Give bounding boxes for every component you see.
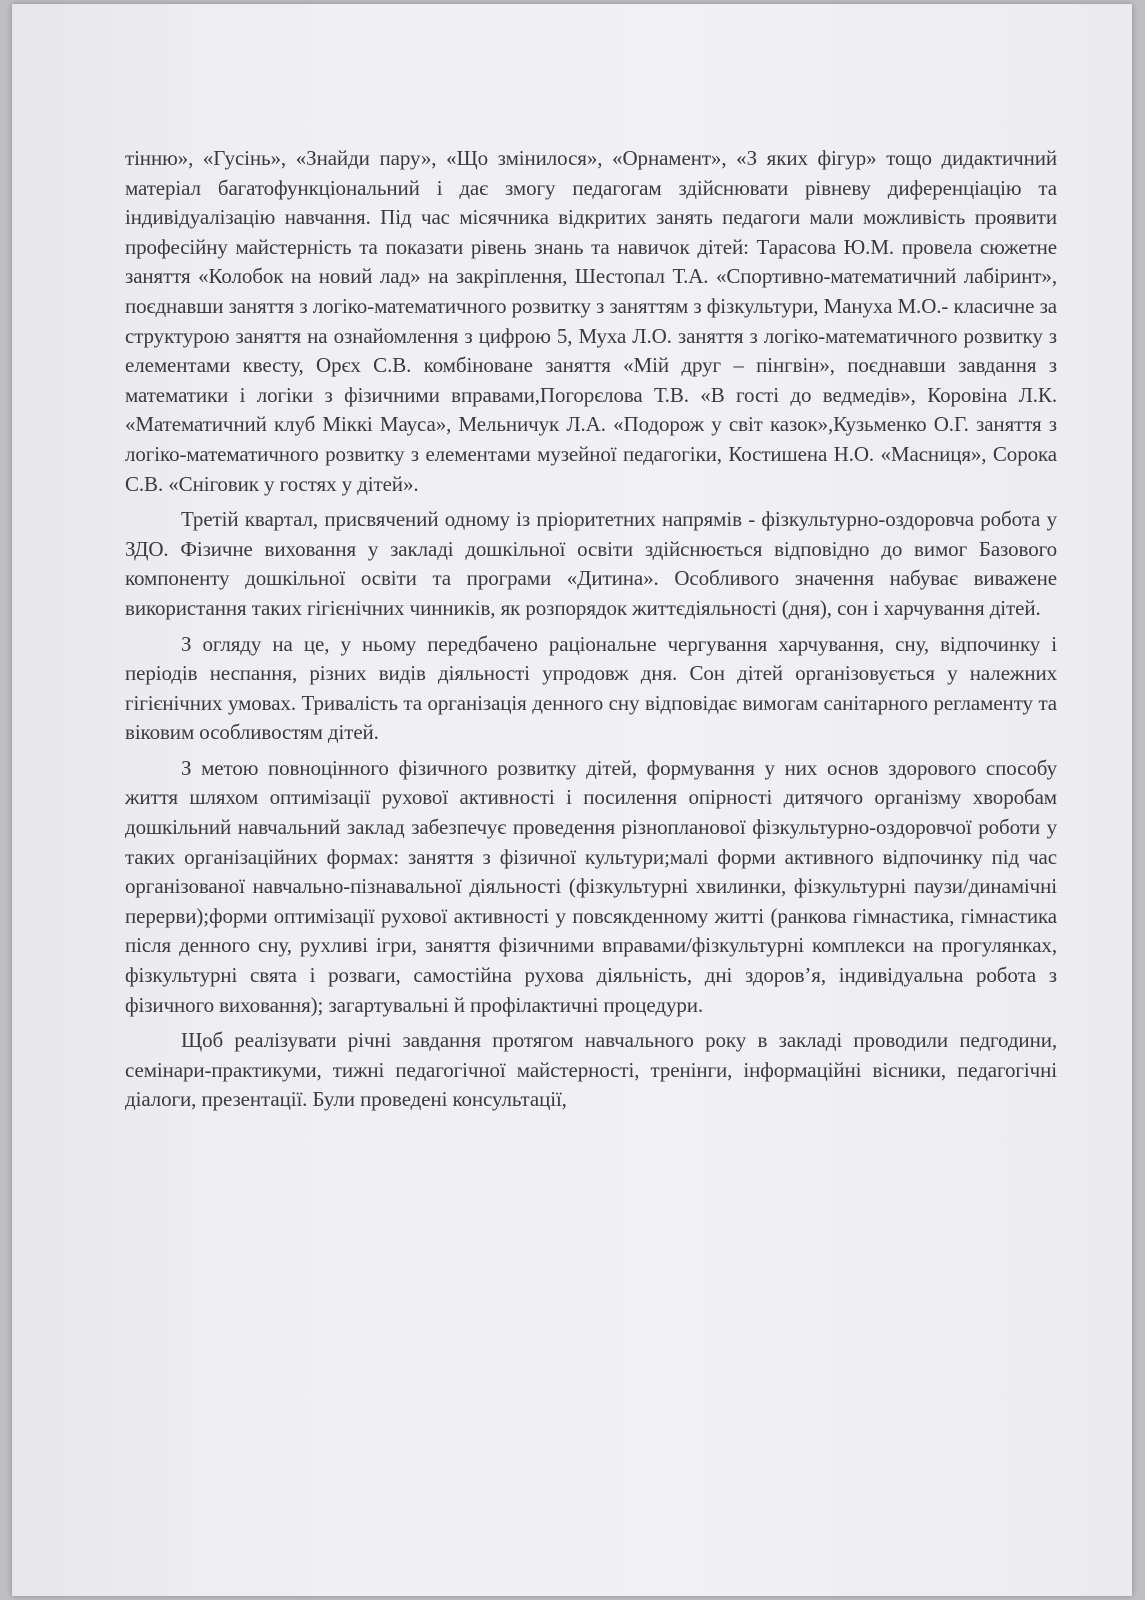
paragraph-physical-development: З метою повноцінного фізичного розвитку дітей, формування у них основ здорового способу життя шляхом оптимізації рухової активності і посилення опірності дитячого організму хворобам дошкільний навчальний заклад забезпечує проведення різнопланової фізкультурно-оздоровчої роботи у таких організаційних формах: заняття з фізичної культури;малі форми активного відпочинку під час організованої навчально-пізнавальної діяльності (фізкультурні хвилинки, фізкультурні паузи/динамічні перерви);форми оптимізації рухової активності у повсякденному житті (ранкова гімнастика, гімнастика після денного сну, рухливі ігри, заняття фізичними вправами/фізкультурні комплекси на прогулянках, фізкультурні свята і розваги, самостійна рухова діяльність, дні здоров’я, індивідуальна робота з фізичного виховання); загартувальні й профілактичні процедури. — [125, 755, 1057, 1017]
paragraph-annual-tasks: Щоб реалізувати річні завдання протягом навчального року в закладі проводили педгодини, семінари-практикуми, тижні педагогічної майстерності, тренінги, інформаційні вісники, педагогічні діалоги, презентації. Були проведені консультації, — [125, 1028, 1057, 1112]
paragraph-didactic-materials: тінню», «Гусінь», «Знайди пару», «Що змінилося», «Орнамент», «З яких фігур» тощо дидактичний матеріал багатофункціональний і дає змогу педагогам здійснювати рівневу диференціацію та індивідуалізацію навчання. Під час місячника відкритих занять педагоги мали можливість проявити професійну майстерність та показати рівень знань та навичок дітей: Тарасова Ю.М. провела сюжетне заняття «Колобок на новий лад» на закріплення, Шестопал Т.А. «Спортивно-математичний лабіринт», поєднавши заняття з логіко-математичного розвитку з заняттям з фізкультури, Мануха М.О.- класичне за структурою заняття на ознайомлення з цифрою 5, Муха Л.О. заняття з логіко-математичного розвитку з елементами квесту, Орєх С.В. комбіноване заняття «Мій друг – пінгвін», поєднавши завдання з математики і логіки з фізичними вправами,Погорєлова Т.В. «В гості до ведмедів», Коровіна Л.К. «Математичний клуб Міккі Мауса», Мельничук Л.А. «Подорож у світ казок»,Кузьменко О.Г. заняття з логіко-математичного розвитку з елементами музейної педагогіки, Костишена Н.О. «Масниця», Сорока С.В. «Сніговик у гостях у дітей». — [125, 146, 1057, 496]
document-page — [12, 4, 1132, 1596]
paragraph-daily-regime: З огляду на це, у ньому передбачено раціональне чергування харчування, сну, відпочинку і періодів неспання, різних видів діяльності упродовж дня. Сон дітей організовується у належних гігієнічних умовах. Тривалість та організація денного сну відповідає вимогам санітарного регламенту та віковим особливостям дітей. — [125, 631, 1057, 745]
paragraph-third-quarter: Третій квартал, присвячений одному із пріоритетних напрямів - фізкультурно-оздоровча робота у ЗДО. Фізичне виховання у закладі дошкільної освіти здійснюється відповідно до вимог Базового компоненту дошкільної освіти та програми «Дитина». Особливого значення набуває виважене використання таких гігієнічних чинників, як розпорядок життєдіяльності (дня), сон і харчування дітей. — [125, 507, 1057, 620]
document-body — [125, 144, 1057, 1115]
